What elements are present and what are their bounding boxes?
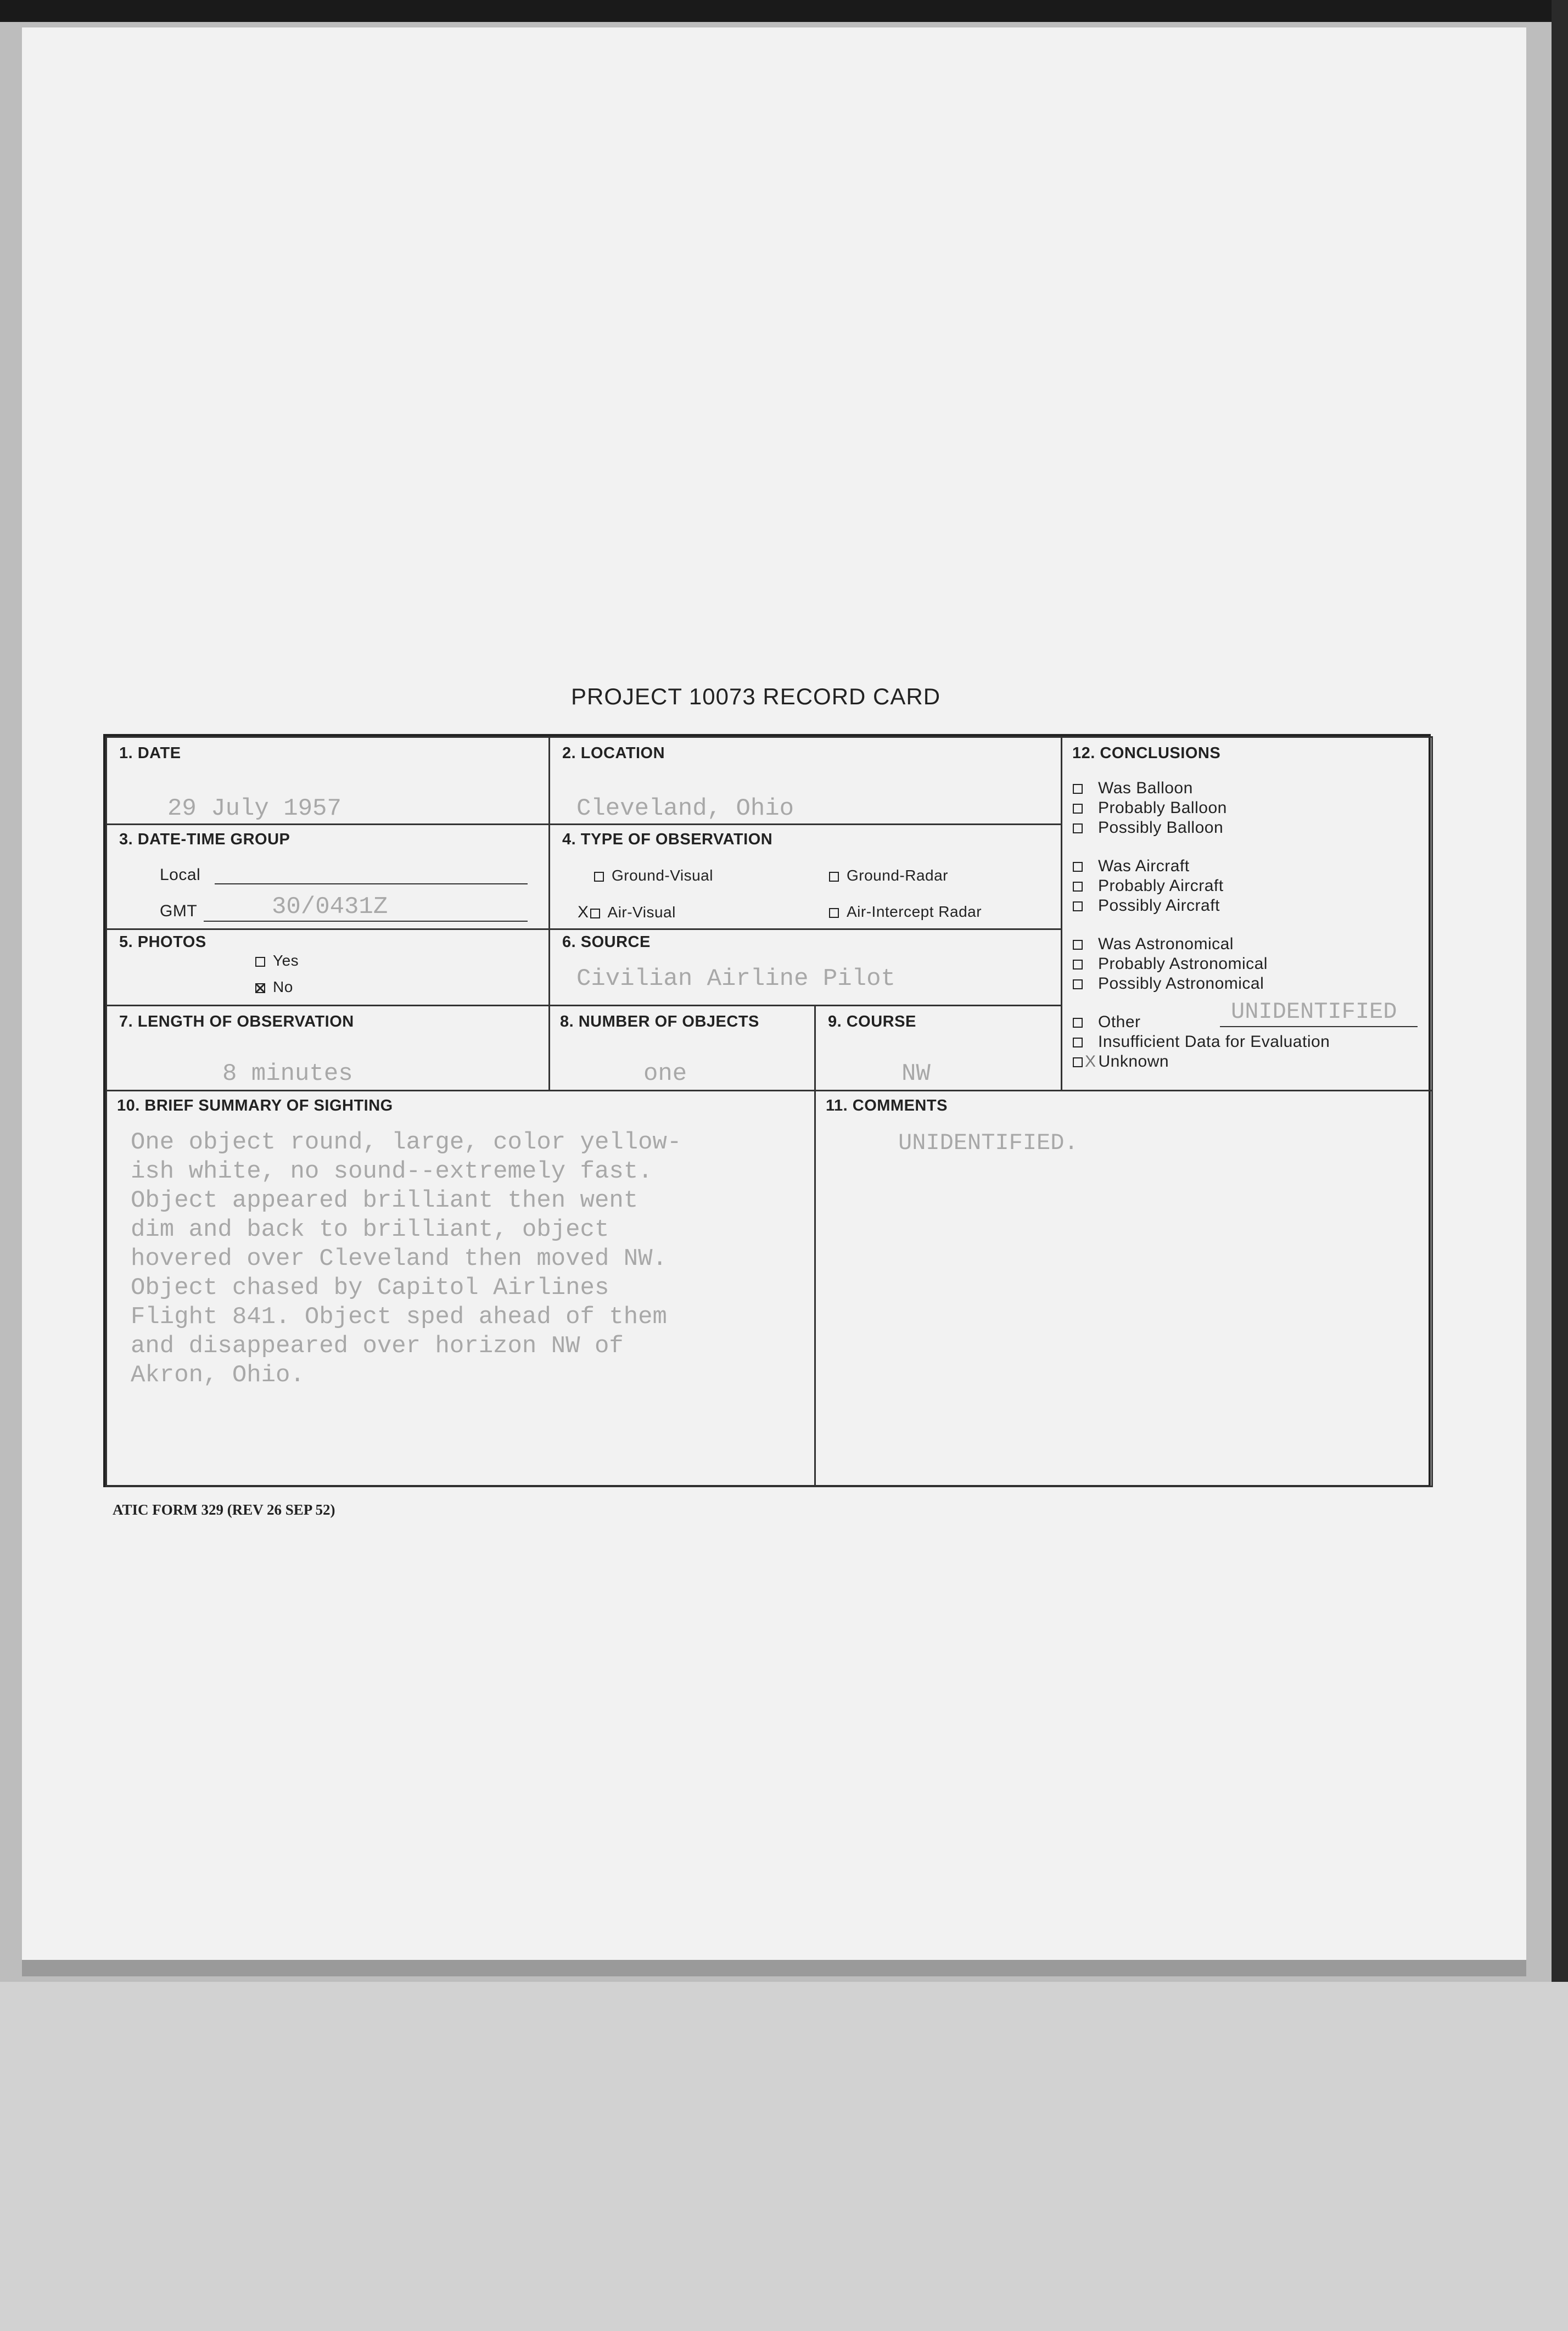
summary-line: hovered over Cleveland then moved NW. bbox=[131, 1245, 667, 1273]
form-title: PROJECT 10073 RECORD CARD bbox=[571, 683, 941, 709]
conclusion-possibly-balloon: Possibly Balloon bbox=[1073, 819, 1223, 837]
checkbox-checked-icon bbox=[1073, 1057, 1083, 1067]
conclusion-possibly-astronomical: Possibly Astronomical bbox=[1073, 974, 1264, 993]
document-page bbox=[22, 27, 1526, 1960]
option-air-intercept-radar: Air-Intercept Radar bbox=[829, 903, 982, 921]
checkbox-icon bbox=[1073, 804, 1083, 814]
summary-line: One object round, large, color yellow- bbox=[131, 1129, 682, 1156]
scan-background bbox=[0, 1982, 1568, 2331]
comments-label: 11. COMMENTS bbox=[826, 1097, 948, 1114]
conclusion-possibly-aircraft: Possibly Aircraft bbox=[1073, 896, 1220, 915]
conclusions-label: 12. CONCLUSIONS bbox=[1072, 744, 1221, 762]
checkbox-icon bbox=[1073, 1038, 1083, 1047]
option-ground-visual: Ground-Visual bbox=[594, 867, 713, 884]
length-cell bbox=[105, 1005, 550, 1091]
conclusion-probably-aircraft: Probably Aircraft bbox=[1073, 877, 1224, 895]
number-of-objects-value: one bbox=[643, 1060, 687, 1088]
date-cell bbox=[105, 736, 550, 825]
gmt-label: GMT bbox=[160, 902, 198, 920]
summary-line: Akron, Ohio. bbox=[131, 1361, 305, 1389]
number-of-objects-label: 8. NUMBER OF OBJECTS bbox=[560, 1013, 759, 1030]
local-line bbox=[215, 865, 528, 884]
date-value: 29 July 1957 bbox=[167, 795, 341, 822]
location-cell bbox=[548, 736, 1062, 825]
course-value: NW bbox=[901, 1060, 931, 1088]
conclusion-insufficient-data: Insufficient Data for Evaluation bbox=[1073, 1033, 1330, 1051]
summary-line: Object chased by Capitol Airlines bbox=[131, 1274, 609, 1302]
option-air-visual: X Air-Visual bbox=[578, 903, 676, 921]
option-photos-yes: Yes bbox=[255, 952, 299, 970]
course-cell bbox=[814, 1005, 1062, 1091]
source-label: 6. SOURCE bbox=[562, 933, 651, 951]
x-mark: X bbox=[1085, 1052, 1096, 1071]
local-label: Local bbox=[160, 866, 201, 884]
summary-line: ish white, no sound--extremely fast. bbox=[131, 1158, 653, 1185]
other-value: UNIDENTIFIED bbox=[1231, 999, 1397, 1025]
number-of-objects-cell bbox=[548, 1005, 816, 1091]
conclusion-was-astronomical: Was Astronomical bbox=[1073, 935, 1234, 954]
record-card bbox=[103, 734, 1431, 1487]
summary-text bbox=[131, 1128, 877, 1390]
conclusion-probably-astronomical: Probably Astronomical bbox=[1073, 955, 1268, 973]
photos-label: 5. PHOTOS bbox=[119, 933, 206, 951]
length-value: 8 minutes bbox=[222, 1060, 353, 1088]
checkbox-icon bbox=[1073, 823, 1083, 833]
checkbox-icon bbox=[1073, 940, 1083, 950]
course-label: 9. COURSE bbox=[828, 1013, 916, 1030]
type-of-observation-cell bbox=[548, 823, 1062, 930]
checkbox-icon bbox=[1073, 784, 1083, 794]
checkbox-icon bbox=[255, 957, 265, 967]
scan-edge-top bbox=[0, 0, 1568, 22]
date-time-group-cell bbox=[105, 823, 550, 930]
summary-line: and disappeared over horizon NW of bbox=[131, 1332, 624, 1360]
summary-line: dim and back to brilliant, object bbox=[131, 1216, 609, 1243]
comments-cell bbox=[814, 1090, 1433, 1487]
checkbox-icon bbox=[1073, 1018, 1083, 1028]
summary-line: Object appeared brilliant then went bbox=[131, 1187, 639, 1214]
form-footer: ATIC FORM 329 (REV 26 SEP 52) bbox=[113, 1501, 335, 1518]
conclusion-other: Other bbox=[1073, 1013, 1141, 1032]
gmt-value: 30/0431Z bbox=[272, 893, 388, 921]
conclusion-probably-balloon: Probably Balloon bbox=[1073, 799, 1227, 817]
checkbox-icon bbox=[829, 872, 839, 882]
checkbox-icon bbox=[594, 872, 604, 882]
comments-value: UNIDENTIFIED. bbox=[898, 1130, 1078, 1156]
date-time-group-label: 3. DATE-TIME GROUP bbox=[119, 831, 290, 848]
checkbox-icon bbox=[1073, 979, 1083, 989]
location-label: 2. LOCATION bbox=[562, 744, 665, 762]
option-photos-no: No bbox=[255, 978, 293, 996]
x-mark: X bbox=[578, 903, 589, 921]
conclusion-was-aircraft: Was Aircraft bbox=[1073, 857, 1190, 876]
conclusion-was-balloon: Was Balloon bbox=[1073, 779, 1193, 798]
checkbox-icon bbox=[1073, 862, 1083, 872]
summary-label: 10. BRIEF SUMMARY OF SIGHTING bbox=[117, 1097, 393, 1114]
checkbox-icon bbox=[829, 908, 839, 918]
photos-cell bbox=[105, 928, 550, 1006]
checkbox-icon bbox=[1073, 882, 1083, 892]
date-label: 1. DATE bbox=[119, 744, 181, 762]
length-label: 7. LENGTH OF OBSERVATION bbox=[119, 1013, 354, 1030]
summary-line: Flight 841. Object sped ahead of them bbox=[131, 1303, 667, 1331]
source-cell bbox=[548, 928, 1062, 1006]
option-ground-radar: Ground-Radar bbox=[829, 867, 948, 884]
checkbox-icon bbox=[1073, 960, 1083, 970]
conclusion-unknown: X Unknown bbox=[1073, 1052, 1169, 1071]
checkbox-checked-icon bbox=[255, 983, 265, 993]
type-of-observation-label: 4. TYPE OF OBSERVATION bbox=[562, 831, 773, 848]
source-value: Civilian Airline Pilot bbox=[576, 965, 895, 993]
location-value: Cleveland, Ohio bbox=[576, 795, 794, 822]
checkbox-checked-icon bbox=[590, 909, 600, 918]
checkbox-icon bbox=[1073, 901, 1083, 911]
